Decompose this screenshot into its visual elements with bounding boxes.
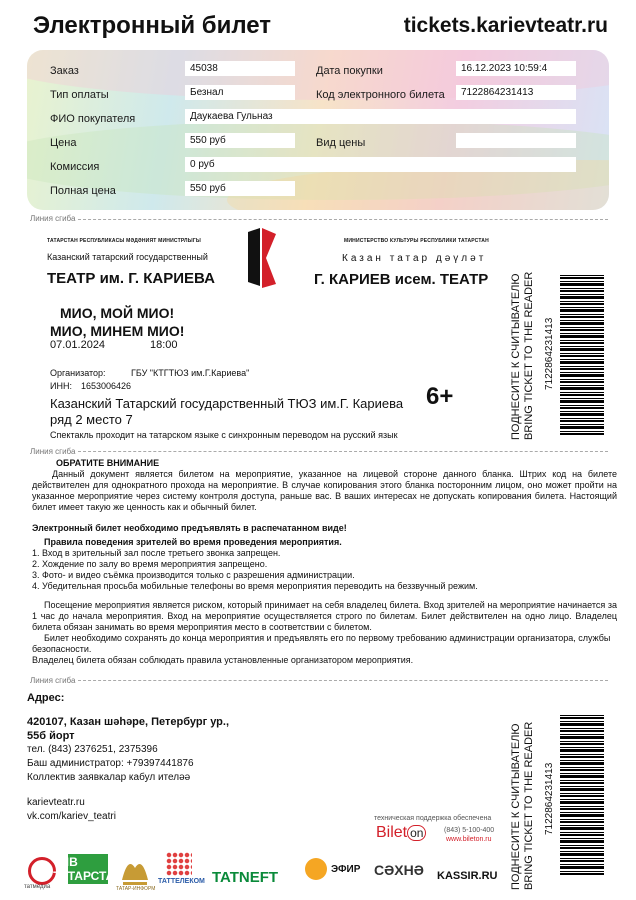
notice-para-1: Посещение мероприятия является риском, который принимает на себя владелец билета. Вход зрителей на мероприятие начинается за 1 час до начала мероприятия. Вход на мероприятие осуществляется строго по билетам. Билет действителен на одно лицо. Владелец билета обязан занимать во время мероприятия место в соответствии с билетом. xyxy=(32,600,617,632)
ticket-code-value: 7122864231413 xyxy=(456,85,576,100)
theatre-left-sub: Казанский татарский государственный xyxy=(47,252,208,262)
theatre-logo xyxy=(242,226,280,290)
seat: ряд 2 место 7 xyxy=(50,412,133,427)
tatar-inform-logo xyxy=(118,850,152,888)
print-note: Электронный билет необходимо предъявлять в распечатанном виде! xyxy=(32,523,347,533)
ticket-title: Электронный билет xyxy=(33,12,272,39)
venue: Казанский Татарский государственный ТЮЗ им.Г. Кариева xyxy=(50,396,404,411)
organizer-value: ГБУ "КТГТЮЗ им.Г.Кариева" xyxy=(131,368,250,378)
event-time: 18:00 xyxy=(150,339,178,351)
price-value: 550 руб xyxy=(185,133,295,148)
payment-type-label: Тип оплаты xyxy=(50,89,109,101)
price-label: Цена xyxy=(50,137,77,149)
reader-en: BRING TICKET TO THE READER xyxy=(523,271,535,440)
reader-en: BRING TICKET TO THE READER xyxy=(523,721,535,890)
inn-label: ИНН: xyxy=(50,381,72,391)
rule-item: 1. Вход в зрительный зал после третьего звонка запрещен. xyxy=(32,548,281,558)
barcode-1 xyxy=(560,275,604,435)
address-collective: Коллектив заявкалар кабул ителәә xyxy=(27,772,191,783)
age-rating: 6+ xyxy=(426,383,454,410)
address-admin: Баш администратор: +79397441876 xyxy=(27,758,194,769)
bileton-logo xyxy=(376,824,426,842)
sponsor-kassir: KASSIR.RU xyxy=(437,870,498,882)
fee-label: Комиссия xyxy=(50,161,100,173)
address-line1: 420107, Казан шәһәре, Петербург ур., xyxy=(27,716,230,728)
buyer-label: ФИО покупателя xyxy=(50,113,136,125)
sponsor-sahna: СӘХНӘ xyxy=(374,862,424,878)
reader-ru: ПОДНЕСИТЕ К СЧИТЫВАТЕЛЮ xyxy=(510,723,522,890)
order-label: Заказ xyxy=(50,65,79,77)
ticket-code-label: Код электронного билета xyxy=(316,89,445,101)
payment-type-value: Безнал xyxy=(185,85,295,100)
address-line2: 55б йорт xyxy=(27,730,75,742)
total-label: Полная цена xyxy=(50,185,116,197)
tattelecom-logo-icon xyxy=(166,852,192,876)
total-value: 550 руб xyxy=(185,181,295,196)
rule-item: 4. Убедительная просьба мобильные телефоны во время мероприятия переводить на беззвучный режим. xyxy=(32,581,478,591)
organizer-label: Организатор: xyxy=(50,368,106,378)
sponsor-tatmedia: татмедиа xyxy=(24,884,51,890)
price-type-value xyxy=(456,133,576,148)
event-date: 07.01.2024 xyxy=(50,339,106,351)
event-title-line1: МИО, МОЙ МИО! xyxy=(60,305,175,321)
bileton-brand: Bilet xyxy=(376,824,408,841)
sponsor-tnv: ТНВ ТАТАРСТАН xyxy=(53,855,123,883)
theatre-right-sub: Казан татар дәүләт xyxy=(342,253,487,264)
barcode-2 xyxy=(560,715,604,875)
fold-line-label: Линия сгиба xyxy=(30,676,76,685)
notice-heading: ОБРАТИТЕ ВНИМАНИЕ xyxy=(56,458,160,468)
tatmedia-logo-icon xyxy=(28,857,56,885)
price-type-label: Вид цены xyxy=(316,137,366,149)
sponsor-tatar-inform: ТАТАР-ИНФОРМ xyxy=(116,886,156,892)
fold-line-label: Линия сгиба xyxy=(30,214,76,223)
barcode-code-1: 7122864231413 xyxy=(544,317,555,390)
reader-instruction-1 xyxy=(510,265,536,440)
barcode-code-2: 7122864231413 xyxy=(544,762,555,835)
fold-line xyxy=(78,451,608,452)
rules-heading: Правила поведения зрителей во время проведения мероприятия. xyxy=(44,537,342,547)
fold-line xyxy=(78,680,608,681)
address-label: Адрес: xyxy=(27,692,65,704)
order-value: 45038 xyxy=(185,61,295,76)
reader-ru: ПОДНЕСИТЕ К СЧИТЫВАТЕЛЮ xyxy=(510,273,522,440)
reader-instruction-2 xyxy=(510,715,536,890)
vk-link[interactable]: vk.com/kariev_teatri xyxy=(27,811,116,822)
efir-logo-icon xyxy=(305,858,327,880)
theatre-logo-icon xyxy=(242,226,280,290)
support-phone: (843) 5-100-400 xyxy=(444,827,495,834)
theatre-right-main: Г. КАРИЕВ исем. ТЕАТР xyxy=(314,271,489,288)
sponsor-efir: ЭФИР xyxy=(331,864,361,875)
fee-value: 0 руб xyxy=(185,157,576,172)
support-label: техническая поддержка обеспечена xyxy=(374,815,492,822)
ministry-ru: МИНИСТЕРСТВО КУЛЬТУРЫ РЕСПУБЛИКИ ТАТАРСТАН xyxy=(344,238,489,244)
sponsor-tattelecom: ТАТТЕЛЕКОМ xyxy=(158,878,205,885)
theatre-left-main: ТЕАТР им. Г. КАРИЕВА xyxy=(47,270,215,287)
inn-value: 1653006426 xyxy=(81,381,132,391)
ministry-tt: ТАТАРСТАН РЕСПУБЛИКАСЫ МӘДӘНИЯТ МИНИСТРЛЫГЫ xyxy=(47,238,201,244)
rules-list xyxy=(32,548,617,592)
purchase-date-value: 16.12.2023 10:59:4 xyxy=(456,61,576,76)
ticket-site-url[interactable]: tickets.karievteatr.ru xyxy=(403,14,608,37)
rule-item: 2. Хождение по залу во время мероприятия запрещено. xyxy=(32,559,268,569)
language-note: Спектакль проходит на татарском языке с синхронным переводом на русский язык xyxy=(50,430,398,440)
fold-line-label: Линия сгиба xyxy=(30,447,76,456)
support-site[interactable]: www.bileton.ru xyxy=(446,836,492,843)
bileton-brand-on: on xyxy=(407,825,426,841)
purchase-date-label: Дата покупки xyxy=(316,65,383,77)
website-link[interactable]: karievteatr.ru xyxy=(27,797,85,808)
buyer-value: Даукаева Гульназ xyxy=(185,109,576,124)
bird-icon xyxy=(118,850,152,888)
event-title-line2: МИО, МИНЕМ МИО! xyxy=(50,323,185,339)
notice-para-3: Владелец билета обязан соблюдать правила установленные организатором мероприятия. xyxy=(32,655,414,665)
fold-line xyxy=(78,219,608,220)
sponsor-tatneft: TATNEFT xyxy=(212,869,279,886)
address-phone: тел. (843) 2376251, 2375396 xyxy=(27,744,158,755)
notice-text: Данный документ является билетом на мероприятие, указанное на лицевой стороне данного бланка. Штрих код на билете действителен для однократного прохода на мероприятие. В случае копирования этого бланка посторонним лицом, оно может пройти на указанное мероприятие через систему контроля доступа, раньше вас. В ваших интересах не допускать копирования билета. Настоящий билет имеет такую же ценность как и обычный билет. xyxy=(32,469,617,512)
notice-para-2: Билет необходимо сохранять до конца мероприятия и предъявлять его по первому требованию администрации организатора, службы безопасности. xyxy=(32,633,611,654)
rule-item: 3. Фото- и видео съёмка производится только с разрешения администрации. xyxy=(32,570,355,580)
